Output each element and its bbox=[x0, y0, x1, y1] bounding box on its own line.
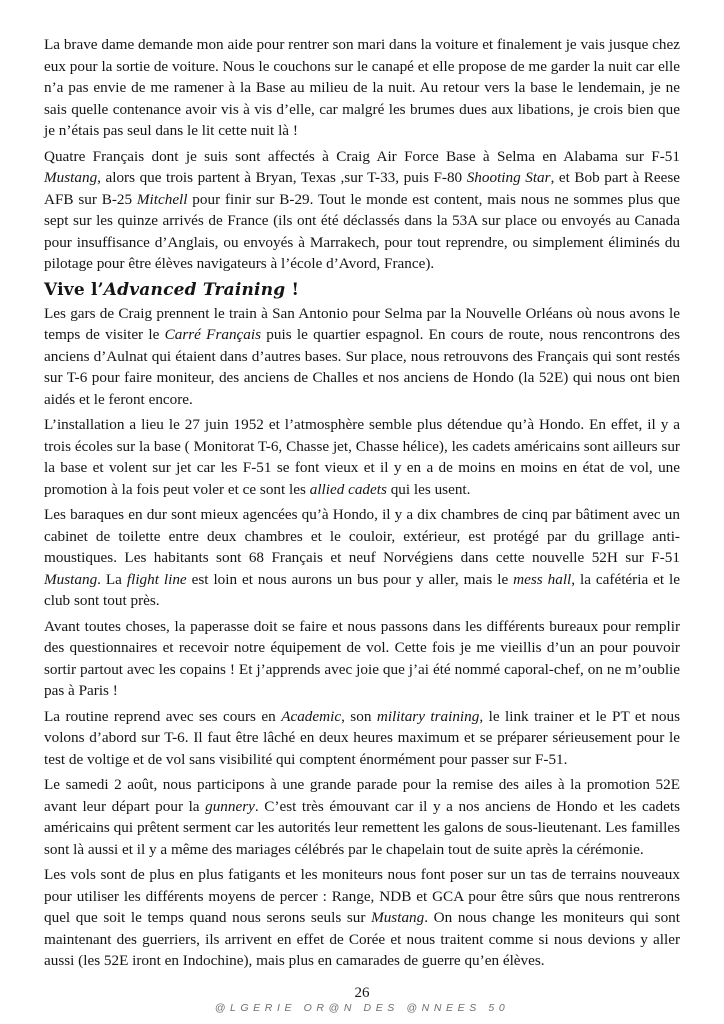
text-run: La routine reprend avec ses cours en bbox=[44, 707, 282, 725]
paragraph bbox=[44, 303, 680, 411]
text-run: La brave dame demande mon aide pour rentrer son mari dans la voiture et finalement je vais jusque chez eux pour la sortie de voiture. Nous le couchons sur le canapé et elle propose de me garder la nuit car elle n’a pas envie de me ramener à la Base au milieu de la nuit. Au retour vers la base le lendemain, je ne sais quelle contenance avoir vis à vis d’elle, car malgré les brumes dues aux libations, je crois bien que je n’étais pas seul dans le lit cette nuit là ! bbox=[44, 36, 680, 139]
text-run: , son bbox=[341, 707, 377, 725]
text-run: , le link trainer et le PT et nous volons d’abord sur T-6. Il faut être lâché en deux heures maximum et se préparer sérieusement pour le test de voltige et de vol sans visibilité qui comptent énormément pour passer sur F-51. bbox=[44, 707, 680, 768]
footer-banner: @LGERIE OR@N DES @NNEES 50 bbox=[214, 1002, 510, 1014]
text-run: qui les usent. bbox=[386, 480, 471, 498]
text-run: Vive l’ bbox=[44, 279, 104, 300]
text-run: Les gars de Craig prennent le train à San Antonio pour Selma par la Nouvelle Orléans où nous avons le temps de visiter le bbox=[44, 304, 680, 343]
text-run: , alors que trois partent à Bryan, Texas ,sur T-33, puis F-80 bbox=[97, 169, 467, 186]
italic-run: Shooting Star bbox=[466, 169, 551, 186]
text-run: Le samedi 2 août, nous participons à une grande parade pour la remise des ailes à la promotion 52E avant leur départ pour la bbox=[44, 776, 680, 815]
paragraph bbox=[44, 414, 680, 500]
text-run: . On nous change les moniteurs qui sont maintenant des guerriers, ils arrivent en effet de Corée et nous traitent comme si nous devions y aller aussi (les 52E iront en Indochine), mais plus en camarades de guerre qu’en élèves. bbox=[44, 909, 680, 969]
italic-run: mess hall bbox=[513, 570, 572, 588]
text-run: , et Bob part à Reese AFB sur B-25 bbox=[44, 169, 680, 208]
paragraph bbox=[44, 864, 680, 972]
italic-run: Mustang bbox=[371, 909, 425, 926]
text-run: est loin et nous aurons un bus pour y aller, mais le bbox=[186, 570, 514, 588]
text-run: Quatre Français dont je suis sont affectés à Craig Air Force Base à Selma en Alabama sur F-51 bbox=[44, 147, 680, 165]
text-run: , la cafétéria et le club sont tout près. bbox=[44, 570, 681, 609]
text-run: pour finir sur B-29. Tout le monde est content, mais nous ne sommes plus que sept sur les quinze arrivés de France (ils ont été déclassés dans la 53A sur place ou envoyés au Canada pour insuffisance d’Anglais, ou envoyés à Marrakech, pour tout reprendre, ou simplement éliminés du pilotage pour être élèves navigateurs à l’école d’Avord, France). bbox=[44, 190, 680, 272]
paragraph bbox=[44, 616, 680, 702]
italic-run: gunnery bbox=[205, 797, 255, 815]
page-number: 26 bbox=[354, 985, 370, 1001]
paragraph bbox=[44, 504, 680, 612]
italic-run: allied cadets bbox=[309, 480, 387, 498]
italic-run: Mustang bbox=[44, 169, 98, 186]
italic-run: Carré Français bbox=[164, 326, 262, 343]
italic-run: military training bbox=[376, 707, 480, 725]
text-run: . La bbox=[97, 570, 127, 588]
section-heading bbox=[44, 279, 680, 301]
paragraph bbox=[44, 34, 680, 142]
text-run: Les baraques en dur sont mieux agencées qu’à Hondo, il y a dix chambres de cinq par bâtiment avec un cabinet de toilette entre deux chambres et le couloir, extérieur, est protégé par du grillage anti-moustiques. Les habitants sont 68 Français et neuf Norvégiens dans cette nouvelle 52H sur F-51 bbox=[44, 506, 680, 566]
italic-run: Mitchell bbox=[136, 190, 188, 208]
text-run: puis le quartier espagnol. En cours de route, nous rencontrons des anciens d’Aulnat qui étaient dans d’autres bases. Sur place, nous retrouvons des Français qui sont restés sur T-6 pour faire moniteur, des anciens de Challes et nos anciens de Hondo (la 52E) qui nous ont bien aidés et le feront encore. bbox=[44, 326, 680, 408]
text-run: L’installation a lieu le 27 juin 1952 et l’atmosphère semble plus détendue qu’à Hondo. En effet, il y a trois écoles sur la base ( Monitorat T-6, Chasse jet, Chasse hélice), les cadets américains sont ailleurs sur la base et volent sur jet car les F-51 se font vieux et il y en a de moins en moins en état de vol, une promotion à la fois peut voler et ce sont les bbox=[44, 416, 680, 498]
italic-run: flight line bbox=[126, 570, 187, 588]
text-run: . C’est très émouvant car il y a nos anciens de Hondo et les cadets américains qui prêtent serment car les autorités leur remettent les galons de sous-lieutenant. Les familles sont là aussi et il y a même des mariages célébrés par le chapelain tout de suite après la cérémonie. bbox=[44, 797, 680, 858]
text-run: Avant toutes choses, la paperasse doit se faire et nous passons dans les différents bureaux pour remplir des questionnaires et recevoir notre équipement de vol. Cette fois je me vieillis d’un an pour pouvoir sortir partout avec les copains ! Et j’apprends avec joie que j’ai été nommé caporal-chef, on ne m’oublie pas à Paris ! bbox=[44, 617, 680, 699]
paragraph bbox=[44, 774, 680, 860]
body-text bbox=[44, 34, 680, 976]
text-run: Les vols sont de plus en plus fatigants et les moniteurs nous font poser sur un tas de terrains nouveaux pour utiliser les différents moyens de percer : Range, NDB et GCA pour être sûrs que nous rentrerons quel que soit le temps quand nous serons seuls sur bbox=[44, 866, 680, 926]
paragraph bbox=[44, 146, 680, 275]
italic-run: Academic bbox=[281, 707, 342, 725]
text-run: ! bbox=[285, 279, 300, 300]
italic-run: Mustang bbox=[44, 570, 98, 588]
paragraph bbox=[44, 706, 680, 771]
italic-run: Advanced Training bbox=[103, 279, 286, 300]
